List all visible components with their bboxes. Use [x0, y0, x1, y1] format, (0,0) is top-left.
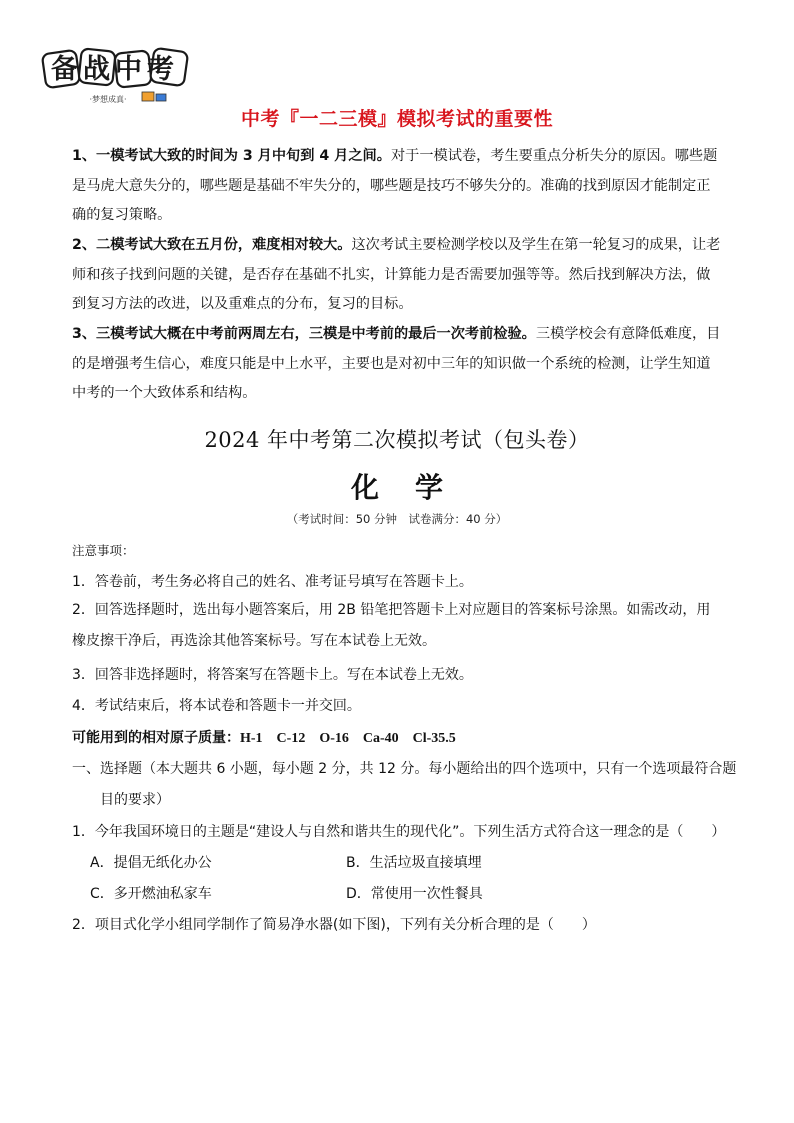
question-1-stem: 1．今年我国环境日的主题是“建设人与自然和谐共生的现代化”。下列生活方式符合这一理念的是（ ） — [72, 824, 726, 840]
atomic-mass-label: 可能用到的相对原子质量： — [72, 730, 240, 746]
logo-graphic — [38, 42, 198, 112]
intro-3-bold: 3、三模考试大概在中考前两周左右，三模是中考前的最后一次考前检验。 — [72, 326, 536, 342]
intro-1-text: 对于一模试卷，考生要重点分析失分的原因。哪些题是马虎大意失分的，哪些题是基础不牢失分的，哪些题是技巧不够失分的。准确的找到原因才能制定正确的复习策略。 — [72, 148, 718, 224]
exam-subject: 化学 — [350, 471, 479, 504]
intro-paragraph-1 — [72, 142, 724, 231]
logo-tagline: ·梦想成真· — [89, 95, 127, 104]
section-1-title-cont: 目的要求） — [100, 792, 170, 808]
question-1-option-c: C．多开燃油私家车 — [90, 886, 212, 902]
atomic-mass-values: H-1 C-12 O-16 Ca-40 Cl-35.5 — [240, 731, 456, 746]
note-item-4: 4．考试结束后，将本试卷和答题卡一并交回。 — [72, 698, 361, 714]
intro-paragraph-3 — [72, 320, 724, 409]
question-1-option-d: D．常使用一次性餐具 — [346, 886, 483, 902]
intro-1-bold: 1、一模考试大致的时间为 3 月中旬到 4 月之间。 — [72, 148, 391, 164]
logo-text: 备战中考 — [51, 54, 179, 85]
atomic-mass-line — [72, 727, 724, 747]
question-2-stem: 2．项目式化学小组同学制作了简易净水器(如下图)，下列有关分析合理的是（ ） — [72, 917, 596, 933]
question-1-option-b: B．生活垃圾直接填埋 — [346, 855, 482, 871]
notes-heading: 注意事项： — [72, 543, 135, 558]
logo — [38, 42, 198, 112]
intro-paragraph-2 — [72, 231, 724, 320]
exam-title: 2024 年中考第二次模拟考试（包头卷） — [204, 428, 590, 452]
note-item-1: 1．答卷前，考生务必将自己的姓名、准考证号填写在答题卡上。 — [72, 574, 473, 590]
exam-info: （考试时间：50 分钟 试卷满分：40 分） — [286, 512, 508, 526]
section-1-title: 一、选择题（本大题共 6 小题，每小题 2 分，共 12 分。每小题给出的四个选项中，只有一个选项最符合题 — [72, 761, 737, 777]
question-1-option-a: A．提倡无纸化办公 — [90, 855, 212, 871]
note-item-3: 3．回答非选择题时，将答案写在答题卡上。写在本试卷上无效。 — [72, 667, 473, 683]
intro-3-text: 三模学校会有意降低难度，目的是增强考生信心，难度只能是中上水平，主要也是对初中三年的知识做一个系统的检测，让学生知道中考的一个大致体系和结构。 — [72, 326, 721, 402]
banner-title: 中考『一二三模』模拟考试的重要性 — [240, 108, 553, 130]
intro-2-bold: 2、二模考试大致在五月份，难度相对较大。 — [72, 237, 352, 253]
note-item-2: 2．回答选择题时，选出每小题答案后，用 2B 铅笔把答题卡上对应题目的答案标号涂黑。如需改动，用橡皮擦干净后，再选涂其他答案标号。写在本试卷上无效。 — [72, 602, 711, 649]
intro-2-text: 这次考试主要检测学校以及学生在第一轮复习的成果，让老师和孩子找到问题的关键，是否存在基础不扎实，计算能力是否需要加强等等。然后找到解决方法，做到复习方法的改进，以及重难点的分布，复习的目标。 — [72, 237, 721, 313]
